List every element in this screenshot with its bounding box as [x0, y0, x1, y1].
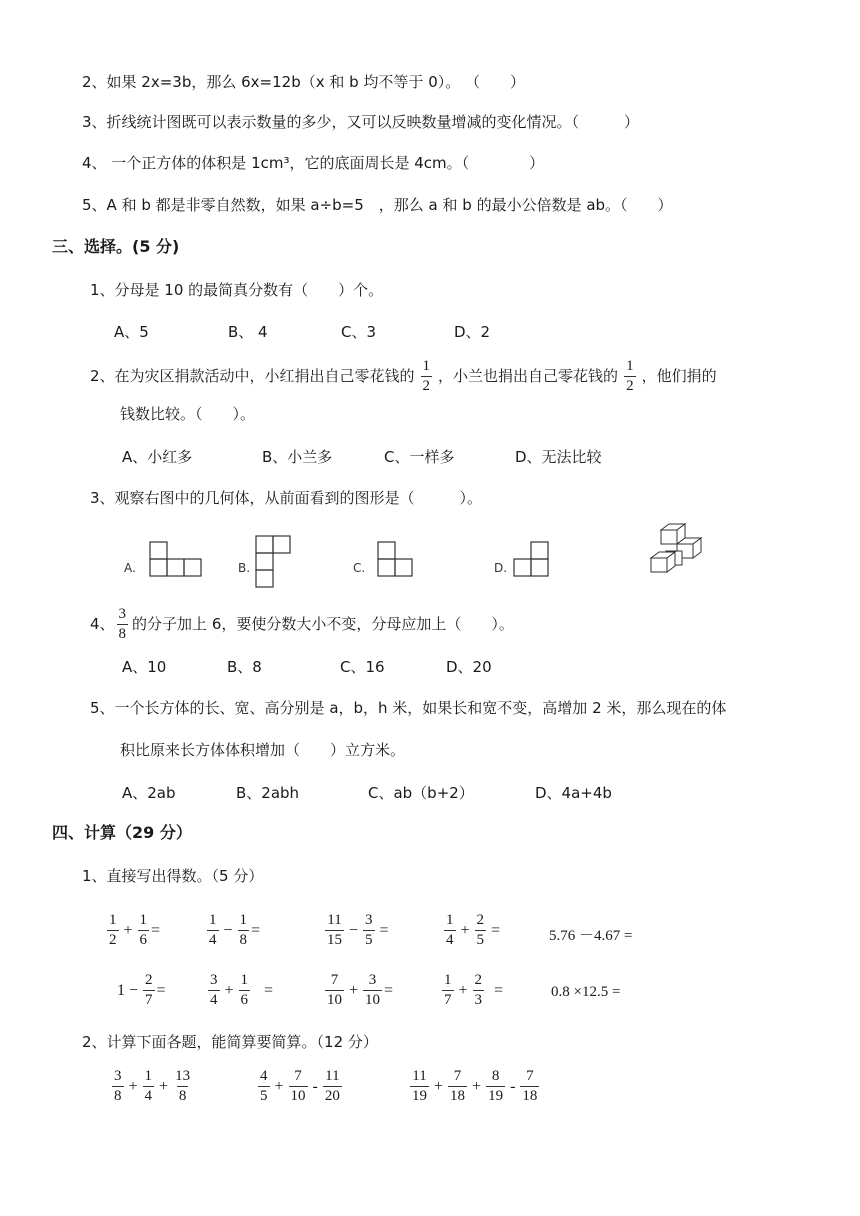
option-c-figure[interactable] [376, 540, 420, 580]
option-d[interactable]: D、4a+4b [535, 784, 612, 802]
option-c[interactable]: C、ab（b+2） [368, 784, 474, 802]
option-d[interactable]: D、20 [446, 658, 492, 676]
choice-q1-options [114, 322, 490, 342]
option-b[interactable]: B、 4 [228, 323, 268, 341]
expr-r1-4: $\frac{1}{4}$ + $\frac{2}{5}$ = [446, 912, 501, 948]
option-a[interactable]: A、小红多 [122, 448, 193, 466]
option-a-figure[interactable] [148, 540, 208, 580]
choice-q5-line2: 积比原来长方体体积增加（ ）立方米。 [120, 741, 406, 759]
judge-q5: 5、A 和 b 都是非零自然数，如果 a÷b=5 ，那么 a 和 b 的最小公倍数是 ab。（ ） [82, 196, 673, 214]
option-d[interactable]: D、无法比较 [515, 448, 602, 466]
choice-q2-line2: 钱数比较。（ ）。 [120, 405, 256, 423]
choice-q5-options [122, 783, 612, 803]
choice-q5-line1: 5、一个长方体的长、宽、高分别是 a，b，h 米，如果长和宽不变，高增加 2 米，那么现在的体 [90, 699, 727, 717]
choice-q4 [90, 604, 514, 644]
option-c[interactable]: C、3 [341, 323, 377, 341]
fraction: $\frac{3}{8}$ [118, 605, 127, 642]
option-b[interactable]: B、小兰多 [262, 448, 333, 466]
section-choice-title: 三、选择。(5 分) [52, 237, 180, 256]
judge-q4: 4、 一个正方体的体积是 1cm³，它的底面周长是 4cm。（ ） [82, 154, 545, 172]
choice-q4-post: 的分子加上 6，要使分数大小不变，分母应加上（ ）。 [132, 615, 514, 633]
section-calc-title: 四、计算（29 分） [52, 823, 192, 842]
expr-r3-2: $\frac{4}{5}$ + $\frac{7}{10}$ - $\frac{11}{20}$ [260, 1068, 340, 1104]
choice-q1: 1、分母是 10 的最简真分数有（ ）个。 [90, 281, 384, 299]
option-c[interactable]: C、一样多 [384, 448, 455, 466]
calc-subtitle-2: 2、计算下面各题，能简算要简算。（12 分） [82, 1033, 378, 1051]
option-d-figure[interactable] [512, 540, 556, 580]
option-b-label[interactable]: B. [238, 561, 251, 575]
option-b[interactable]: B、2abh [236, 784, 300, 802]
option-a[interactable]: A、5 [114, 323, 149, 341]
fraction: $\frac{1}{2}$ [626, 357, 634, 394]
option-a[interactable]: A、10 [122, 658, 167, 676]
option-c[interactable]: C、16 [340, 658, 385, 676]
expr-r1-2: $\frac{1}{4}$ − $\frac{1}{8}$ = [209, 912, 261, 948]
cube-stack-figure [648, 522, 708, 580]
choice-q2-post: ，他们捐的 [641, 367, 717, 385]
option-a[interactable]: A、2ab [122, 784, 176, 802]
expr-r3-1: $\frac{3}{8}$ + $\frac{1}{4}$ + $\frac{13}{8}$ [114, 1068, 191, 1104]
option-b-figure[interactable] [254, 534, 298, 590]
choice-q2-pre: 2、在为灾区捐款活动中，小红捐出自己零花钱的 [90, 367, 415, 385]
option-a-label[interactable]: A. [124, 561, 136, 575]
choice-q3: 3、观察右图中的几何体，从前面看到的图形是（ ）。 [90, 489, 483, 507]
expr-r2-4: $\frac{1}{7}$ + $\frac{2}{3}$ = [444, 972, 504, 1008]
expr-r1-5: 5.76 －4.67 = [549, 928, 633, 944]
option-b[interactable]: B、8 [227, 658, 262, 676]
expr-r1-3: $\frac{11}{15}$ − $\frac{3}{5}$ = [327, 912, 389, 948]
judge-q3: 3、折线统计图既可以表示数量的多少，又可以反映数量增减的变化情况。（ ） [82, 113, 640, 131]
choice-q2 [90, 356, 717, 396]
expr-r2-2: $\frac{3}{4}$ + $\frac{1}{6}$ = [210, 972, 274, 1008]
judge-q2: 2、如果 2x=3b，那么 6x=12b（x 和 b 均不等于 0）。 （ ） [82, 73, 526, 91]
expr-r1-1: $\frac{1}{2}$ + $\frac{1}{6}$ = [109, 912, 161, 948]
choice-q4-pre: 4、 [90, 615, 115, 633]
option-c-label[interactable]: C. [353, 561, 366, 575]
expr-r2-5: 0.8 ×12.5 = [551, 984, 621, 1000]
expr-r2-3: $\frac{7}{10}$ + $\frac{3}{10}$ = [327, 972, 394, 1008]
fraction: $\frac{1}{2}$ [422, 357, 431, 394]
calc-subtitle-1: 1、直接写出得数。（5 分） [82, 867, 264, 885]
choice-q2-options [122, 447, 602, 467]
choice-q2-mid: ，小兰也捐出自己零花钱的 [438, 367, 619, 385]
expr-r2-1: 1 − $\frac{2}{7}$ = [117, 972, 166, 1008]
option-d-label[interactable]: D. [494, 561, 508, 575]
expr-r3-3: $\frac{11}{19}$ + $\frac{7}{18}$ + $\frac{8}{19}$ - $\frac{7}{18}$ [412, 1068, 538, 1104]
choice-q4-options [122, 657, 492, 677]
option-d[interactable]: D、2 [454, 323, 491, 341]
